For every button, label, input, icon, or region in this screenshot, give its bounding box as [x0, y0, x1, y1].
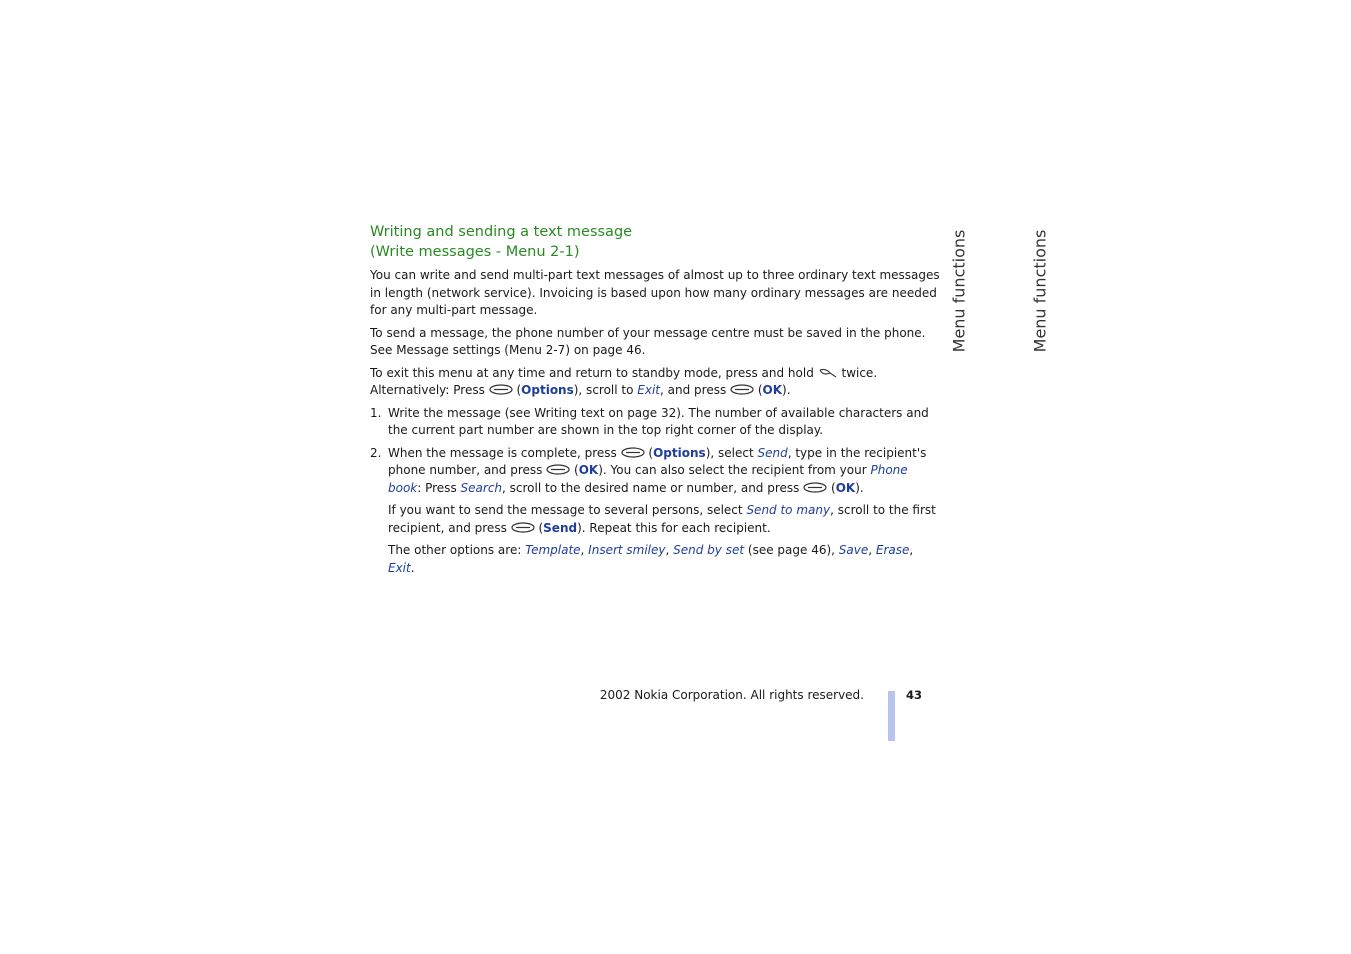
- selection-key-icon: [489, 384, 513, 395]
- ok-softkey-label: OK: [835, 480, 856, 495]
- text: ). You can also select the recipient from your: [598, 463, 867, 477]
- text: ), scroll to: [573, 383, 634, 397]
- ok-softkey-label: OK: [578, 463, 599, 477]
- send-softkey-label: Send: [543, 520, 578, 535]
- text: ). Repeat this for each recipient.: [577, 520, 771, 535]
- selection-key-icon: [730, 384, 754, 395]
- selection-key-icon: [621, 447, 645, 458]
- page-content: [370, 222, 940, 582]
- side-tab: [1029, 226, 1051, 356]
- phone-book-option: Phone book: [388, 463, 908, 495]
- text: When the message is complete, press: [388, 445, 617, 460]
- options-softkey-label: Options: [521, 383, 574, 397]
- list-item: [370, 445, 940, 578]
- text: The other options are:: [388, 543, 522, 557]
- exit-option: Exit: [637, 383, 661, 397]
- step-text: Write the message (see Writing text on page 32). The number of available characters and the current part number are shown in the top right corner of the display.: [388, 405, 929, 437]
- search-option: Search: [460, 480, 503, 495]
- selection-key-icon: [546, 464, 570, 475]
- other-options-paragraph: The other options are: Template, Insert smiley, Send by set (see page 46), Save, Erase, Exit.: [388, 543, 914, 575]
- text: , scroll to the first recipient, and press: [388, 503, 936, 535]
- insert-smiley-option: Insert smiley: [588, 543, 666, 557]
- text: ).: [782, 383, 791, 397]
- send-by-set-option: Send by set: [673, 543, 745, 557]
- step-text: When the message is complete, press (Options), select Send, type in the recipient's phone number, and press (OK). You can also select the recipient from your Phone book: Press Search, scroll to the desired name or number, and press (OK).: [388, 445, 927, 495]
- text: ), select: [705, 445, 754, 460]
- text: (see page 46),: [747, 543, 835, 557]
- side-tab-label: Menu functions: [1030, 229, 1050, 353]
- text: , type in the recipient's phone number, and press: [388, 445, 927, 477]
- text: , and press: [660, 383, 727, 397]
- options-softkey-label: Options: [653, 445, 706, 460]
- page-marker-bar: [888, 691, 895, 741]
- text: twice. Alternatively: Press: [370, 365, 878, 397]
- ok-softkey-label: OK: [762, 383, 783, 397]
- exit-paragraph: To exit this menu at any time and return to standby mode, press and hold twice. Alternatively: Press (Options), scroll to Exit, and press (OK).: [370, 365, 878, 397]
- save-option: Save: [838, 543, 869, 557]
- text: To exit this menu at any time and return to standby mode, press and hold: [370, 365, 814, 380]
- send-to-many-option: Send to many: [746, 503, 831, 517]
- text: ).: [855, 480, 864, 495]
- list-item: [370, 405, 940, 440]
- text: : Press: [417, 480, 457, 495]
- text: , scroll to the desired name or number, and press: [502, 480, 800, 495]
- send-to-many-paragraph: If you want to send the message to several persons, select Send to many, scroll to the first recipient, and press (Send). Repeat this for each recipient.: [388, 503, 936, 535]
- template-option: Template: [525, 543, 581, 557]
- side-tab-label: Menu functions: [949, 229, 969, 353]
- text: If you want to send the message to several persons, select: [388, 503, 743, 517]
- exit-option: Exit: [388, 560, 411, 575]
- section-heading: [370, 222, 940, 262]
- copyright-footer: 2002 Nokia Corporation. All rights reserved.: [599, 688, 864, 702]
- steps-list: [370, 405, 940, 578]
- step-number: 2.: [370, 445, 382, 460]
- selection-key-icon: [803, 482, 827, 493]
- page-number: 43: [906, 688, 923, 702]
- step-number: 1.: [370, 405, 382, 420]
- erase-option: Erase: [875, 543, 910, 557]
- intro-paragraph: You can write and send multi-part text messages of almost up to three ordinary text messages in length (network service). Invoicing is based upon how many ordinary messages are needed for any multi-part message.: [370, 268, 940, 317]
- heading-line-2: (Write messages - Menu 2-1): [370, 244, 580, 260]
- send-option: Send: [757, 445, 788, 460]
- selection-key-icon: [511, 522, 535, 533]
- message-centre-paragraph: To send a message, the phone number of your message centre must be saved in the phone. See Message settings (Menu 2-7) on page 46.: [370, 325, 926, 357]
- end-key-icon: [818, 367, 838, 378]
- side-tab: [948, 226, 970, 356]
- heading-line-1: Writing and sending a text message: [370, 224, 633, 240]
